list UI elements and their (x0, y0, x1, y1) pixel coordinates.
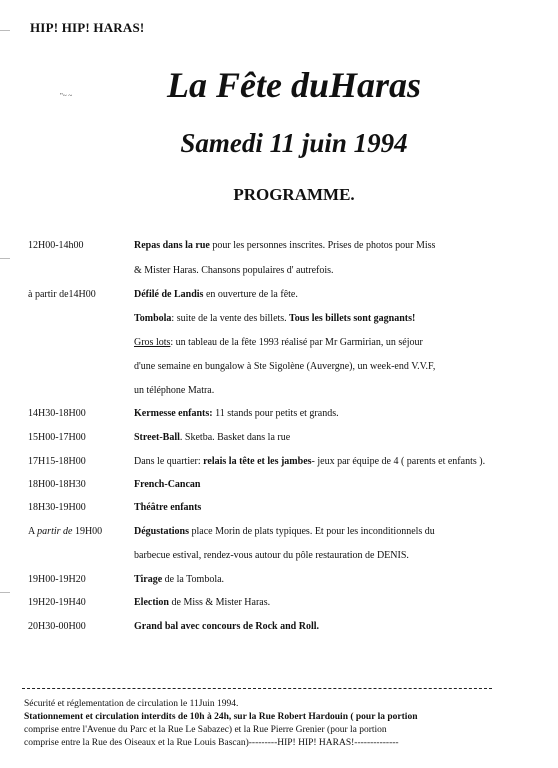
schedule-time: 20H30-00H00 (28, 621, 86, 632)
page-title: La Fête duHaras (166, 65, 421, 105)
footer-line: Stationnement et circulation interdits de 10h à 24h, sur la Rue Robert Hardouin ( pour la portion (24, 712, 418, 722)
schedule-time: 19H20-19H40 (28, 597, 86, 608)
schedule-time: à partir de14H00 (28, 289, 96, 300)
header-slogan: HIP! HIP! HARAS! (30, 20, 145, 35)
schedule-line: un téléphone Matra. (134, 385, 215, 396)
schedule-line: Gros lots: un tableau de la fête 1993 réalisé par Mr Garmirian, un séjour (134, 337, 423, 348)
schedule-line: & Mister Haras. Chansons populaires d' autrefois. (134, 265, 334, 276)
scan-edge-mark (0, 592, 10, 599)
footer-line: Sécurité et réglementation de circulation le 11Juin 1994. (24, 699, 239, 709)
schedule-time: 17H15-18H00 (28, 456, 86, 467)
scan-edge-mark (0, 258, 10, 265)
schedule-line: Election de Miss & Mister Haras. (134, 597, 271, 608)
footer-line: comprise entre la Rue des Oiseaux et la Rue Louis Bascan)---------HIP! HIP! HARAS!-------------- (24, 738, 399, 748)
schedule-time: 19H00-19H20 (28, 574, 86, 585)
schedule-line: Tombola: suite de la vente des billets. Tous les billets sont gagnants! (134, 313, 416, 324)
schedule-line: Défilé de Landis en ouverture de la fête. (134, 289, 298, 300)
schedule-line: Street-Ball. Sketba. Basket dans la rue (134, 432, 291, 443)
schedule-line: Kermesse enfants: 11 stands pour petits et grands. (134, 408, 339, 419)
schedule-line: Dégustations place Morin de plats typiques. Et pour les inconditionnels du (134, 526, 435, 537)
schedule-time: A partir de 19H00 (28, 526, 103, 537)
schedule-line: Tirage de la Tombola. (134, 574, 225, 585)
schedule-time: 12H00-14h00 (28, 240, 84, 251)
schedule-line: Repas dans la rue pour les personnes inscrites. Prises de photos pour Miss (134, 240, 436, 251)
schedule-line: Grand bal avec concours de Rock and Roll. (134, 621, 320, 632)
footer-separator (22, 688, 492, 689)
event-date: Samedi 11 juin 1994 (180, 128, 408, 158)
schedule-time: 18H00-18H30 (28, 479, 86, 490)
schedule-line: barbecue estival, rendez-vous autour du pôle restauration de DENIS. (134, 550, 409, 561)
scan-speck: "~ ~ (60, 92, 73, 100)
schedule-time: 14H30-18H00 (28, 408, 86, 419)
programme-heading: PROGRAMME. (233, 185, 355, 204)
schedule-line: d'une semaine en bungalow à Ste Sigolène (Auvergne), un week-end V.V.F, (134, 361, 436, 372)
schedule-line: Théâtre enfants (134, 502, 202, 513)
schedule-line: French-Cancan (134, 479, 201, 490)
scan-edge-mark (0, 30, 10, 37)
schedule-line: Dans le quartier: relais la tête et les jambes- jeux par équipe de 4 ( parents et enfants ). (134, 456, 486, 467)
schedule-time: 15H00-17H00 (28, 432, 86, 443)
schedule-time: 18H30-19H00 (28, 502, 86, 513)
footer-line: comprise entre l'Avenue du Parc et la Rue Le Sabazec) et la Rue Pierre Grenier (pour la portion (24, 725, 387, 735)
